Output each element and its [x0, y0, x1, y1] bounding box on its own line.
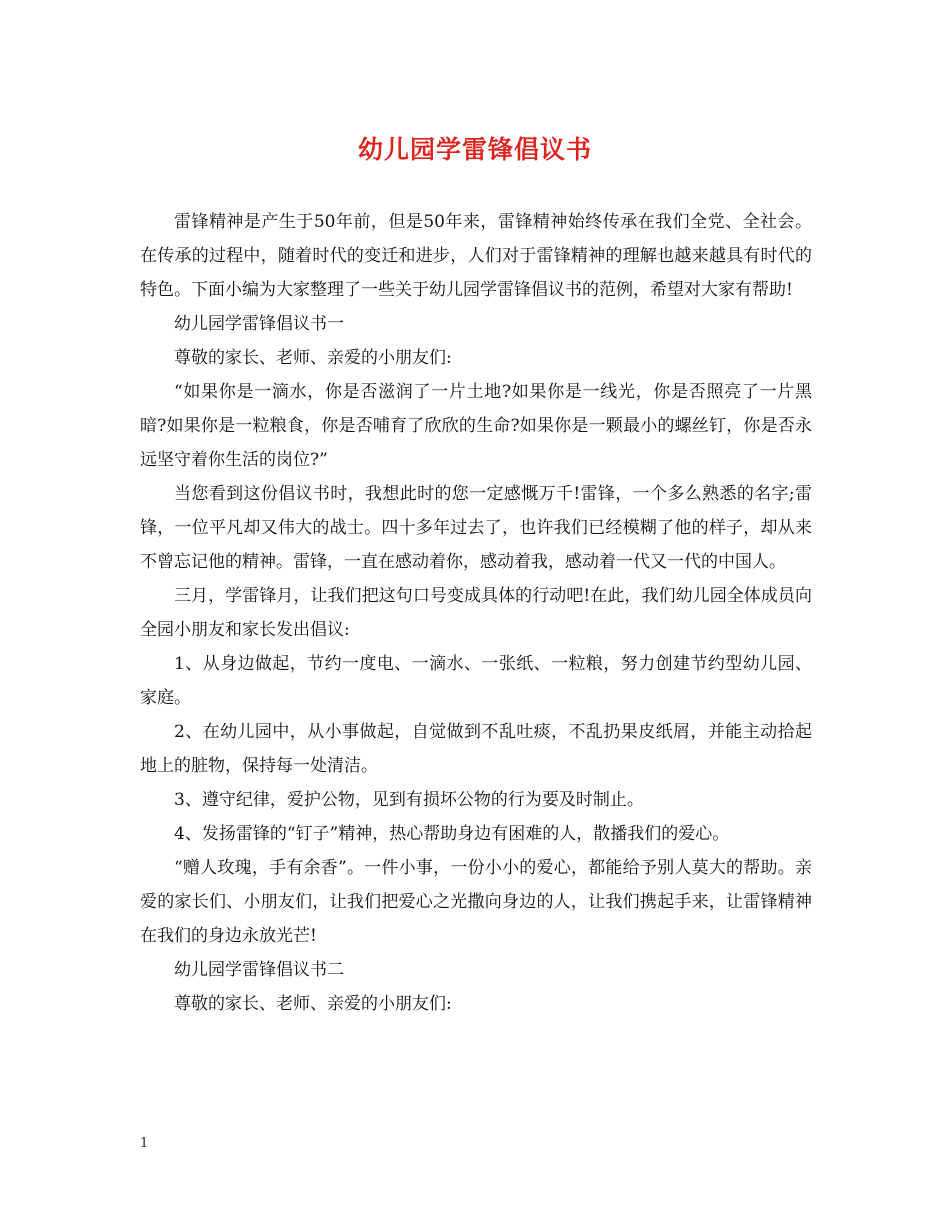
page-number: 1	[140, 1136, 149, 1151]
paragraph-quote: “如果你是一滴水，你是否滋润了一片土地?如果你是一线光，你是否照亮了一片黑暗?如果你是一粒粮食，你是否哺育了欣欣的生命?如果你是一颗最小的螺丝钉，你是否永远坚守着你生活的岗位?”	[140, 382, 812, 470]
section-heading-two: 幼儿园学雷锋倡议书二	[174, 960, 344, 980]
document-body	[140, 205, 812, 1021]
paragraph: “赠人玫瑰，手有余香”。一件小事，一份小小的爱心，都能给予别人莫大的帮助。亲爱的家长们、小朋友们，让我们把爱心之光撒向身边的人，让我们携起手来，让雷锋精神在我们的身边永放光芒!	[140, 858, 812, 946]
salutation: 尊敬的家长、老师、亲爱的小朋友们:	[174, 348, 452, 368]
document-title: 幼儿园学雷锋倡议书	[357, 135, 592, 164]
paragraph: 当您看到这份倡议书时，我想此时的您一定感慨万千!雷锋，一个多么熟悉的名字;雷锋，一位平凡却又伟大的战士。四十多年过去了，也许我们已经模糊了他的样子，却从来不曾忘记他的精神。雷锋，一直在感动着你，感动着我，感动着一代又一代的中国人。	[140, 484, 812, 572]
list-item: 1、从身边做起，节约一度电、一滴水、一张纸、一粒粮，努力创建节约型幼儿园、家庭。	[140, 654, 812, 708]
list-item: 4、发扬雷锋的“钉子”精神，热心帮助身边有困难的人，散播我们的爱心。	[174, 824, 730, 844]
section-heading-one: 幼儿园学雷锋倡议书一	[174, 314, 344, 334]
paragraph: 三月，学雷锋月，让我们把这句口号变成具体的行动吧!在此，我们幼儿园全体成员向全园小朋友和家长发出倡议:	[140, 586, 812, 640]
paragraph-intro: 雷锋精神是产生于50年前，但是50年来，雷锋精神始终传承在我们全党、全社会。在传承的过程中，随着时代的变迁和进步，人们对于雷锋精神的理解也越来越具有时代的特色。下面小编为大家整理了一些关于幼儿园学雷锋倡议书的范例，希望对大家有帮助!	[140, 212, 812, 300]
list-item: 2、在幼儿园中，从小事做起，自觉做到不乱吐痰，不乱扔果皮纸屑，并能主动拾起地上的脏物，保持每一处清洁。	[140, 722, 812, 776]
salutation: 尊敬的家长、老师、亲爱的小朋友们:	[174, 994, 452, 1014]
list-item: 3、遵守纪律，爱护公物，见到有损坏公物的行为要及时制止。	[174, 790, 644, 810]
